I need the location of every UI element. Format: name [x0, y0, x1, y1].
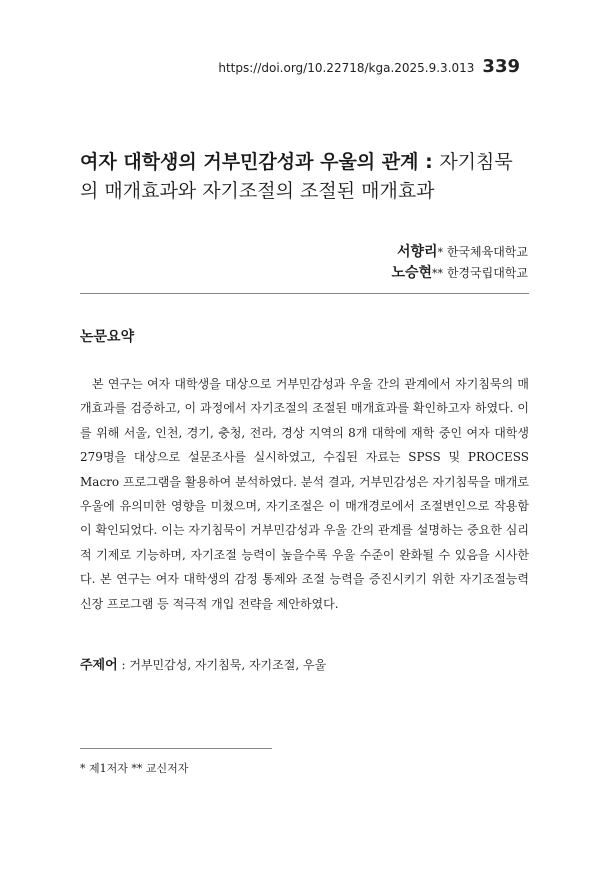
title-separator: :: [418, 151, 440, 173]
paper-title: [80, 148, 530, 206]
author-mark: *: [437, 246, 444, 259]
footnote-divider: [80, 748, 272, 749]
abstract-body: 본 연구는 여자 대학생을 대상으로 거부민감성과 우울 간의 관계에서 자기침묵의 매개효과를 검증하고, 이 과정에서 자기조절의 조절된 매개효과를 확인하고자 하였다. 이를 위해 서울, 인천, 경기, 충청, 전라, 경상 지역의 8개 대학에 재학 중인 여자 대학생 279명을 대상으로 설문조사를 실시하였고, 수집된 자료는 SPSS 및 PROCESS Macro 프로그램을 활용하여 분석하였다. 분석 결과, 거부민감성은 자기침묵을 매개로 우울에 유의미한 영향을 미쳤으며, 자기조절은 이 매개경로에서 조절변인으로 작용함이 확인되었다. 이는 자기침묵이 거부민감성과 우울 간의 관계를 설명하는 중요한 심리적 기제로 기능하며, 자기조절 능력이 높을수록 우울 수준이 완화될 수 있음을 시사한다. 본 연구는 여자 대학생의 감정 통제와 조절 능력을 증진시키기 위한 자기조절능력 신장 프로그램 등 적극적 개입 전략을 제안하였다.: [80, 377, 529, 611]
author-entry: [391, 242, 528, 263]
abstract-heading: 논문요약: [80, 329, 135, 345]
author-list: [391, 242, 528, 284]
author-entry: [391, 263, 528, 284]
running-header: [218, 56, 520, 77]
doi-link[interactable]: https://doi.org/10.22718/kga.2025.9.3.013: [218, 61, 475, 75]
title-subtitle: 자기침묵의 매개효과와 자기조절의 조절된 매개효과: [80, 151, 513, 202]
keywords-separator: :: [117, 658, 130, 672]
page-number: 339: [482, 56, 520, 77]
header-divider: [80, 293, 529, 294]
author-name: 노승현: [391, 265, 433, 281]
keywords-label: 주제어: [80, 658, 118, 673]
keywords-line: [80, 654, 529, 673]
author-affiliation: 한국체육대학교: [446, 245, 528, 259]
author-name: 서향리: [396, 244, 438, 260]
keywords-value: 거부민감성, 자기침묵, 자기조절, 우울: [129, 658, 327, 672]
footnote: * 제1저자 ** 교신저자: [80, 762, 189, 775]
author-mark: **: [432, 267, 444, 280]
title-main: 여자 대학생의 거부민감성과 우울의 관계: [80, 151, 419, 173]
author-affiliation: 한경국립대학교: [446, 266, 528, 280]
